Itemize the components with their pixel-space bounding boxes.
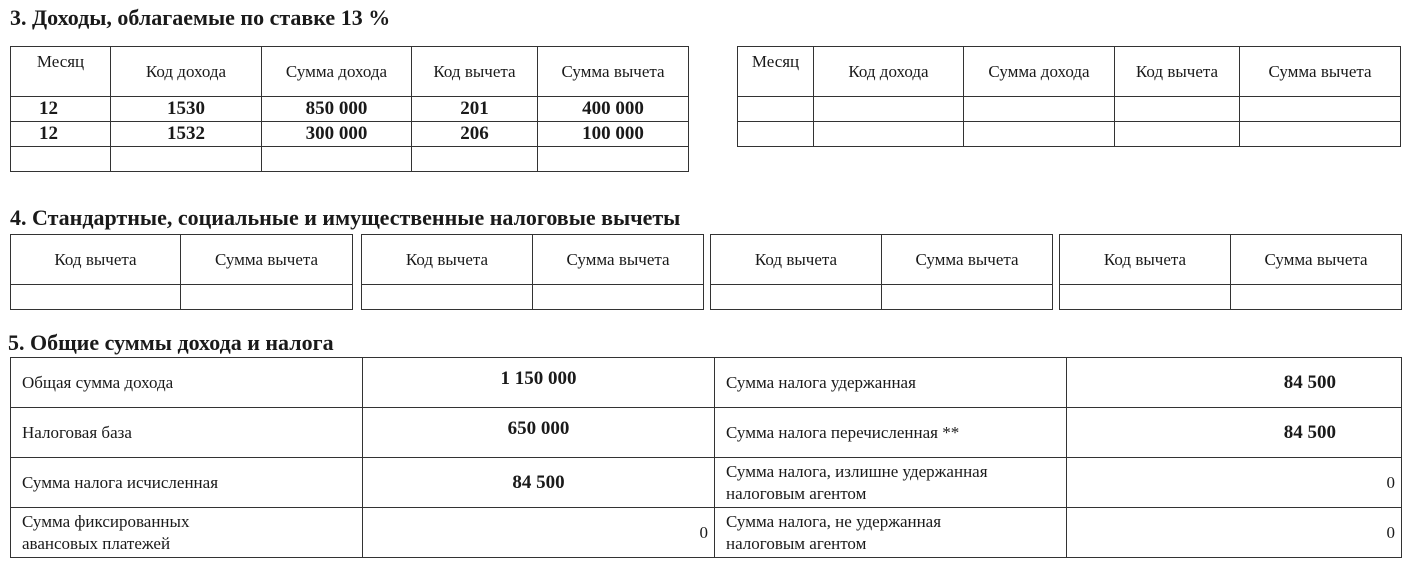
label-total-income: Общая сумма дохода [11,358,363,408]
cell-empty [814,97,964,122]
cell-empty [11,285,181,310]
table-row [11,122,689,147]
table-row [738,122,1401,147]
header-deduction-code: Код вычета [412,47,538,97]
cell-empty [533,285,704,310]
cell-deduction-sum: 100 000 [538,122,689,147]
cell-income-sum: 300 000 [262,122,412,147]
section-4-title: 4. Стандартные, социальные и имущественные налоговые вычеты [10,205,681,230]
header-month: Месяц [11,47,111,97]
cell-empty [1240,122,1401,147]
cell-month: 12 [11,122,111,147]
table-row [11,508,1402,558]
cell-deduction-sum: 400 000 [538,97,689,122]
header-deduction-sum: Сумма вычета [1231,235,1402,285]
header-income-code: Код дохода [111,47,262,97]
cell-deduction-code: 206 [412,122,538,147]
deductions-table-2 [361,234,704,310]
cell-empty [882,285,1053,310]
cell-empty [538,147,689,172]
cell-empty [262,147,412,172]
section-3-title: 3. Доходы, облагаемые по ставке 13 % [10,5,391,30]
cell-empty [1060,285,1231,310]
header-deduction-code: Код вычета [711,235,882,285]
header-deduction-sum: Сумма вычета [533,235,704,285]
label-tax-transferred: Сумма налога перечисленная ** [715,408,1067,458]
table-row [11,147,689,172]
table-row [738,97,1401,122]
header-income-code: Код дохода [814,47,964,97]
cell-income-code: 1532 [111,122,262,147]
cell-empty [814,122,964,147]
header-deduction-code: Код вычета [1060,235,1231,285]
deductions-table-3 [710,234,1053,310]
label-tax-not-withheld: Сумма налога, не удержанная налоговым агентом [715,508,1067,558]
totals-table [10,357,1402,558]
header-deduction-sum: Сумма вычета [181,235,353,285]
header-deduction-code: Код вычета [1115,47,1240,97]
cell-empty [964,122,1115,147]
header-deduction-sum: Сумма вычета [538,47,689,97]
header-income-sum: Сумма дохода [262,47,412,97]
cell-empty [412,147,538,172]
cell-empty [11,147,111,172]
header-deduction-code: Код вычета [362,235,533,285]
cell-empty [964,97,1115,122]
label-tax-withheld: Сумма налога удержанная [715,358,1067,408]
header-deduction-sum: Сумма вычета [882,235,1053,285]
cell-empty [362,285,533,310]
section-5-title: 5. Общие суммы дохода и налога [8,330,334,355]
value-tax-transferred: 84 500 [1067,408,1402,458]
cell-empty [1240,97,1401,122]
cell-income-sum: 850 000 [262,97,412,122]
label-tax-base: Налоговая база [11,408,363,458]
value-tax-withheld: 84 500 [1067,358,1402,408]
header-month: Месяц [738,47,814,97]
cell-empty [738,122,814,147]
income-table [10,46,689,172]
table-row [11,458,1402,508]
table-row [11,358,1402,408]
value-tax-base: 650 000 [363,408,715,458]
value-fixed-advance-payments: 0 [363,508,715,558]
cell-month: 12 [11,97,111,122]
cell-empty [111,147,262,172]
value-tax-not-withheld: 0 [1067,508,1402,558]
cell-deduction-code: 201 [412,97,538,122]
cell-empty [711,285,882,310]
header-deduction-code: Код вычета [11,235,181,285]
cell-empty [181,285,353,310]
value-total-income: 1 150 000 [363,358,715,408]
cell-income-code: 1530 [111,97,262,122]
value-tax-overwithheld: 0 [1067,458,1402,508]
header-deduction-sum: Сумма вычета [1240,47,1401,97]
header-income-sum: Сумма дохода [964,47,1115,97]
cell-empty [1231,285,1402,310]
cell-empty [1115,122,1240,147]
value-tax-calculated: 84 500 [363,458,715,508]
table-row [11,97,689,122]
cell-empty [1115,97,1240,122]
income-table-continuation [737,46,1401,147]
table-row [11,408,1402,458]
deductions-table-4 [1059,234,1402,310]
cell-empty [738,97,814,122]
label-tax-overwithheld: Сумма налога, излишне удержанная налоговым агентом [715,458,1067,508]
label-tax-calculated: Сумма налога исчисленная [11,458,363,508]
label-fixed-advance-payments: Сумма фиксированных авансовых платежей [11,508,363,558]
deductions-table-1 [10,234,353,310]
